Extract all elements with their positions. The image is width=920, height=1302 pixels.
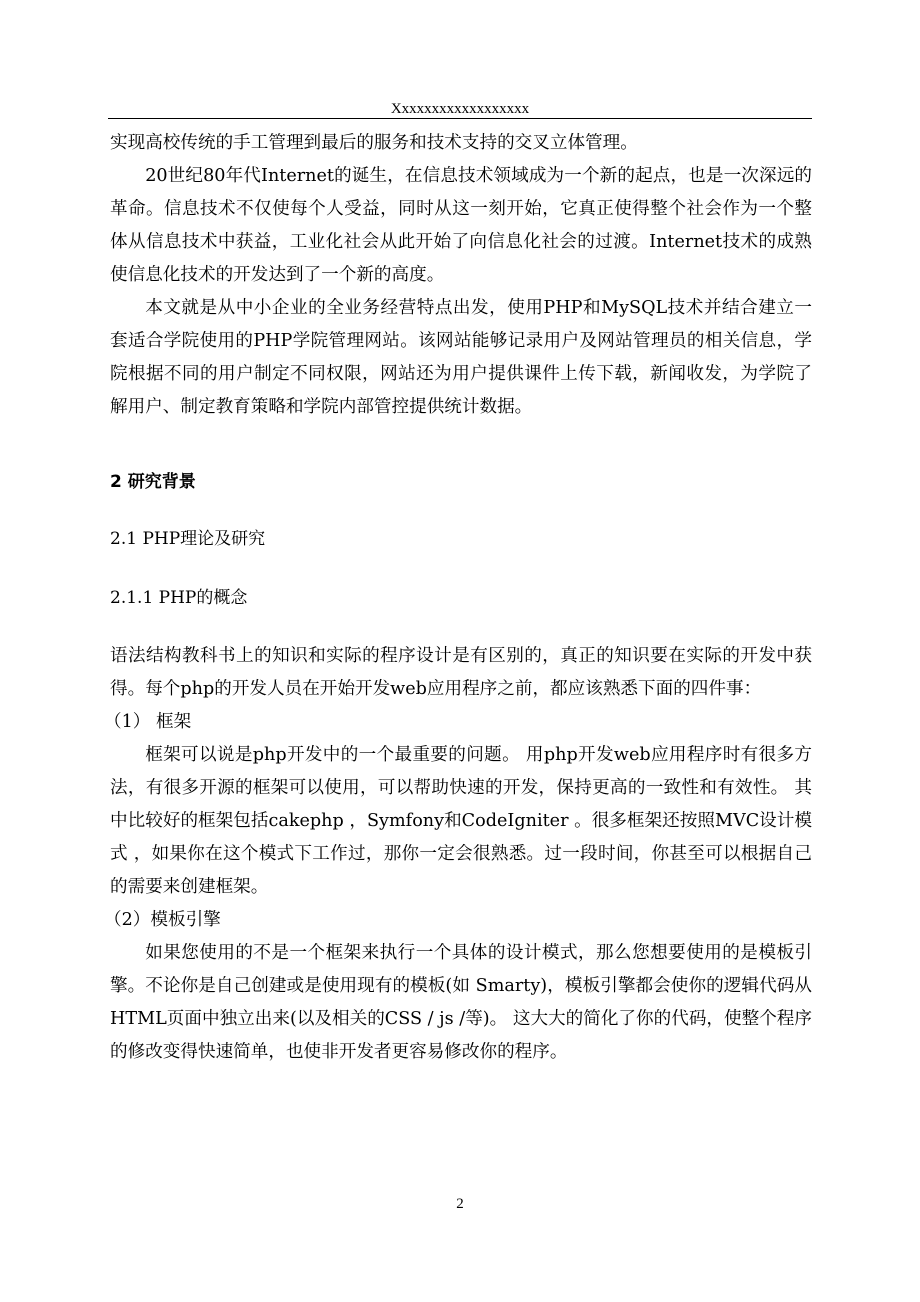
section-2-1-heading: 2.1 PHP理论及研究	[110, 529, 266, 549]
list-item-1-label: （1） 框架	[104, 712, 192, 732]
paragraph-3: 本文就是从中小企业的全业务经营特点出发，使用PHP和MySQL技术并结合建立一套适合学院使用的PHP学院管理网站。该网站能够记录用户及网站管理员的相关信息，学院根据不同的用户制定不同权限，网站还为用户提供课件上传下载，新闻收发，为学院了解用户、制定教育策略和学院内部管控提供统计数据。	[110, 298, 812, 417]
paragraph-2: 20世纪80年代Internet的诞生，在信息技术领域成为一个新的起点，也是一次深远的革命。信息技术不仅使每个人受益，同时从这一刻开始，它真正使得整个社会作为一个整体从信息技术中获益，工业化社会从此开始了向信息化社会的过渡。Internet技术的成熟使信息化技术的开发达到了一个新的高度。	[110, 166, 812, 285]
running-header: Xxxxxxxxxxxxxxxxxx	[390, 101, 530, 117]
page-number: 2	[456, 1196, 464, 1212]
header-rule	[108, 118, 812, 119]
intro-paragraph: 语法结构教科书上的知识和实际的程序设计是有区别的，真正的知识要在实际的开发中获得。每个php的开发人员在开始开发web应用程序之前，都应该熟悉下面的四件事：	[110, 646, 812, 699]
section-2-heading: 2 研究背景	[110, 472, 196, 492]
list-item-2-label: （2）模板引擎	[104, 910, 221, 930]
paragraph-1: 实现高校传统的手工管理到最后的服务和技术支持的交叉立体管理。	[110, 133, 638, 153]
list-item-2-text: 如果您使用的不是一个框架来执行一个具体的设计模式，那么您想要使用的是模板引擎。不论你是自己创建或是使用现有的模板(如 Smarty)，模板引擎都会使你的逻辑代码从HTML页面中独立出来(以及相关的CSS / js /等)。 这大大的简化了你的代码，使整个程序的修改变得快速简单，也使非开发者更容易修改你的程序。	[110, 943, 812, 1062]
section-2-1-1-heading: 2.1.1 PHP的概念	[110, 588, 248, 608]
list-item-1-text: 框架可以说是php开发中的一个最重要的问题。 用php开发web应用程序时有很多方法，有很多开源的框架可以使用，可以帮助快速的开发，保持更高的一致性和有效性。 其中比较好的框架包括cakephp ，Symfony和CodeIgniter 。很多框架还按照MVC设计模式 ，如果你在这个模式下工作过，那你一定会很熟悉。过一段时间，你甚至可以根据自己的需要来创建框架。	[110, 745, 812, 897]
body-text	[104, 127, 812, 1069]
